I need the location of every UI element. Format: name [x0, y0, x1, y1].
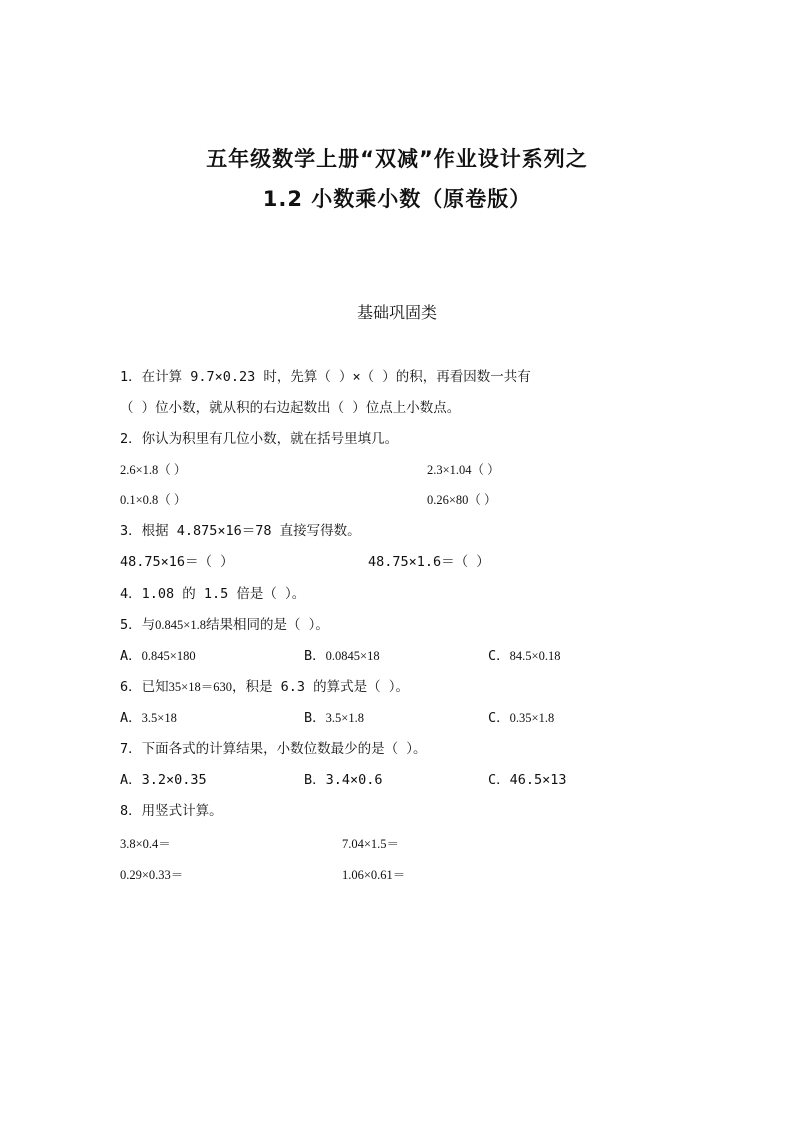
question-8-item-d: 1.06×0.61＝ — [342, 868, 406, 882]
question-5-line — [120, 619, 329, 633]
question-5-option-a — [120, 650, 196, 664]
question-5-suffix: 结果相同的是（ ）。 — [205, 617, 329, 633]
question-6-option-c — [488, 712, 554, 726]
question-1-line2: （ ）位小数，就从积的右边起数出（ ）位点上小数点。 — [120, 400, 461, 416]
question-6-option-b — [304, 712, 364, 726]
option-value: 0.845×180 — [141, 649, 196, 663]
section-title: 基础巩固类 — [356, 303, 437, 322]
page-title-line1: 五年级数学上册“双减”作业设计系列之 — [206, 147, 588, 171]
option-value: 3.5×18 — [141, 711, 177, 725]
option-letter: C． — [488, 648, 510, 664]
option-value: 0.35×1.8 — [509, 711, 555, 725]
option-value: 3.5×1.8 — [325, 711, 364, 725]
option-value: 84.5×0.18 — [509, 649, 561, 663]
question-2-item-c: 0.1×0.8（ ） — [120, 493, 187, 507]
question-5-prefix: 5．与 — [120, 617, 156, 633]
question-8-item-b: 7.04×1.5＝ — [342, 837, 400, 851]
question-2-item-a: 2.6×1.8（ ） — [120, 463, 187, 477]
question-7-option-b: B．3.4×0.6 — [304, 772, 383, 788]
question-3-text: 3．根据 4.875×16＝78 直接写得数。 — [120, 523, 361, 539]
question-8-item-a: 3.8×0.4＝ — [120, 837, 171, 851]
question-6-line — [120, 681, 409, 695]
page-title-line2: 1.2 小数乘小数（原卷版） — [262, 187, 532, 211]
question-6-prefix: 6．已知 — [120, 679, 169, 695]
question-5-expression: 0.845×1.8 — [155, 618, 206, 632]
question-7-option-a: A．3.2×0.35 — [120, 772, 207, 788]
question-8-text: 8．用竖式计算。 — [120, 803, 223, 819]
question-6-expression: 35×18＝630 — [168, 680, 232, 694]
option-letter: A． — [120, 648, 142, 664]
question-6-option-a — [120, 712, 177, 726]
question-1-line1: 1．在计算 9.7×0.23 时，先算（ ）×（ ）的积，再看因数一共有 — [120, 369, 531, 385]
question-3-item-a: 48.75×16＝（ ） — [120, 554, 234, 570]
question-3-item-b: 48.75×1.6＝（ ） — [368, 554, 490, 570]
question-5-option-b — [304, 650, 380, 664]
option-letter: A． — [120, 710, 142, 726]
question-7-text: 7．下面各式的计算结果，小数位数最少的是（ ）。 — [120, 741, 427, 757]
option-value: 0.0845×18 — [325, 649, 380, 663]
question-2-item-d: 0.26×80（ ） — [427, 493, 497, 507]
question-8-item-c: 0.29×0.33＝ — [120, 868, 184, 882]
question-7-option-c: C．46.5×13 — [488, 772, 567, 788]
option-letter: B． — [304, 710, 326, 726]
question-2-text: 2．你认为积里有几位小数，就在括号里填几。 — [120, 431, 399, 447]
option-letter: B． — [304, 648, 326, 664]
question-2-item-b: 2.3×1.04（ ） — [427, 463, 500, 477]
question-5-option-c — [488, 650, 560, 664]
question-4-text: 4．1.08 的 1.5 倍是（ ）。 — [120, 586, 306, 602]
question-6-suffix: ，积是 6.3 的算式是（ ）。 — [231, 679, 409, 695]
option-letter: C． — [488, 710, 510, 726]
